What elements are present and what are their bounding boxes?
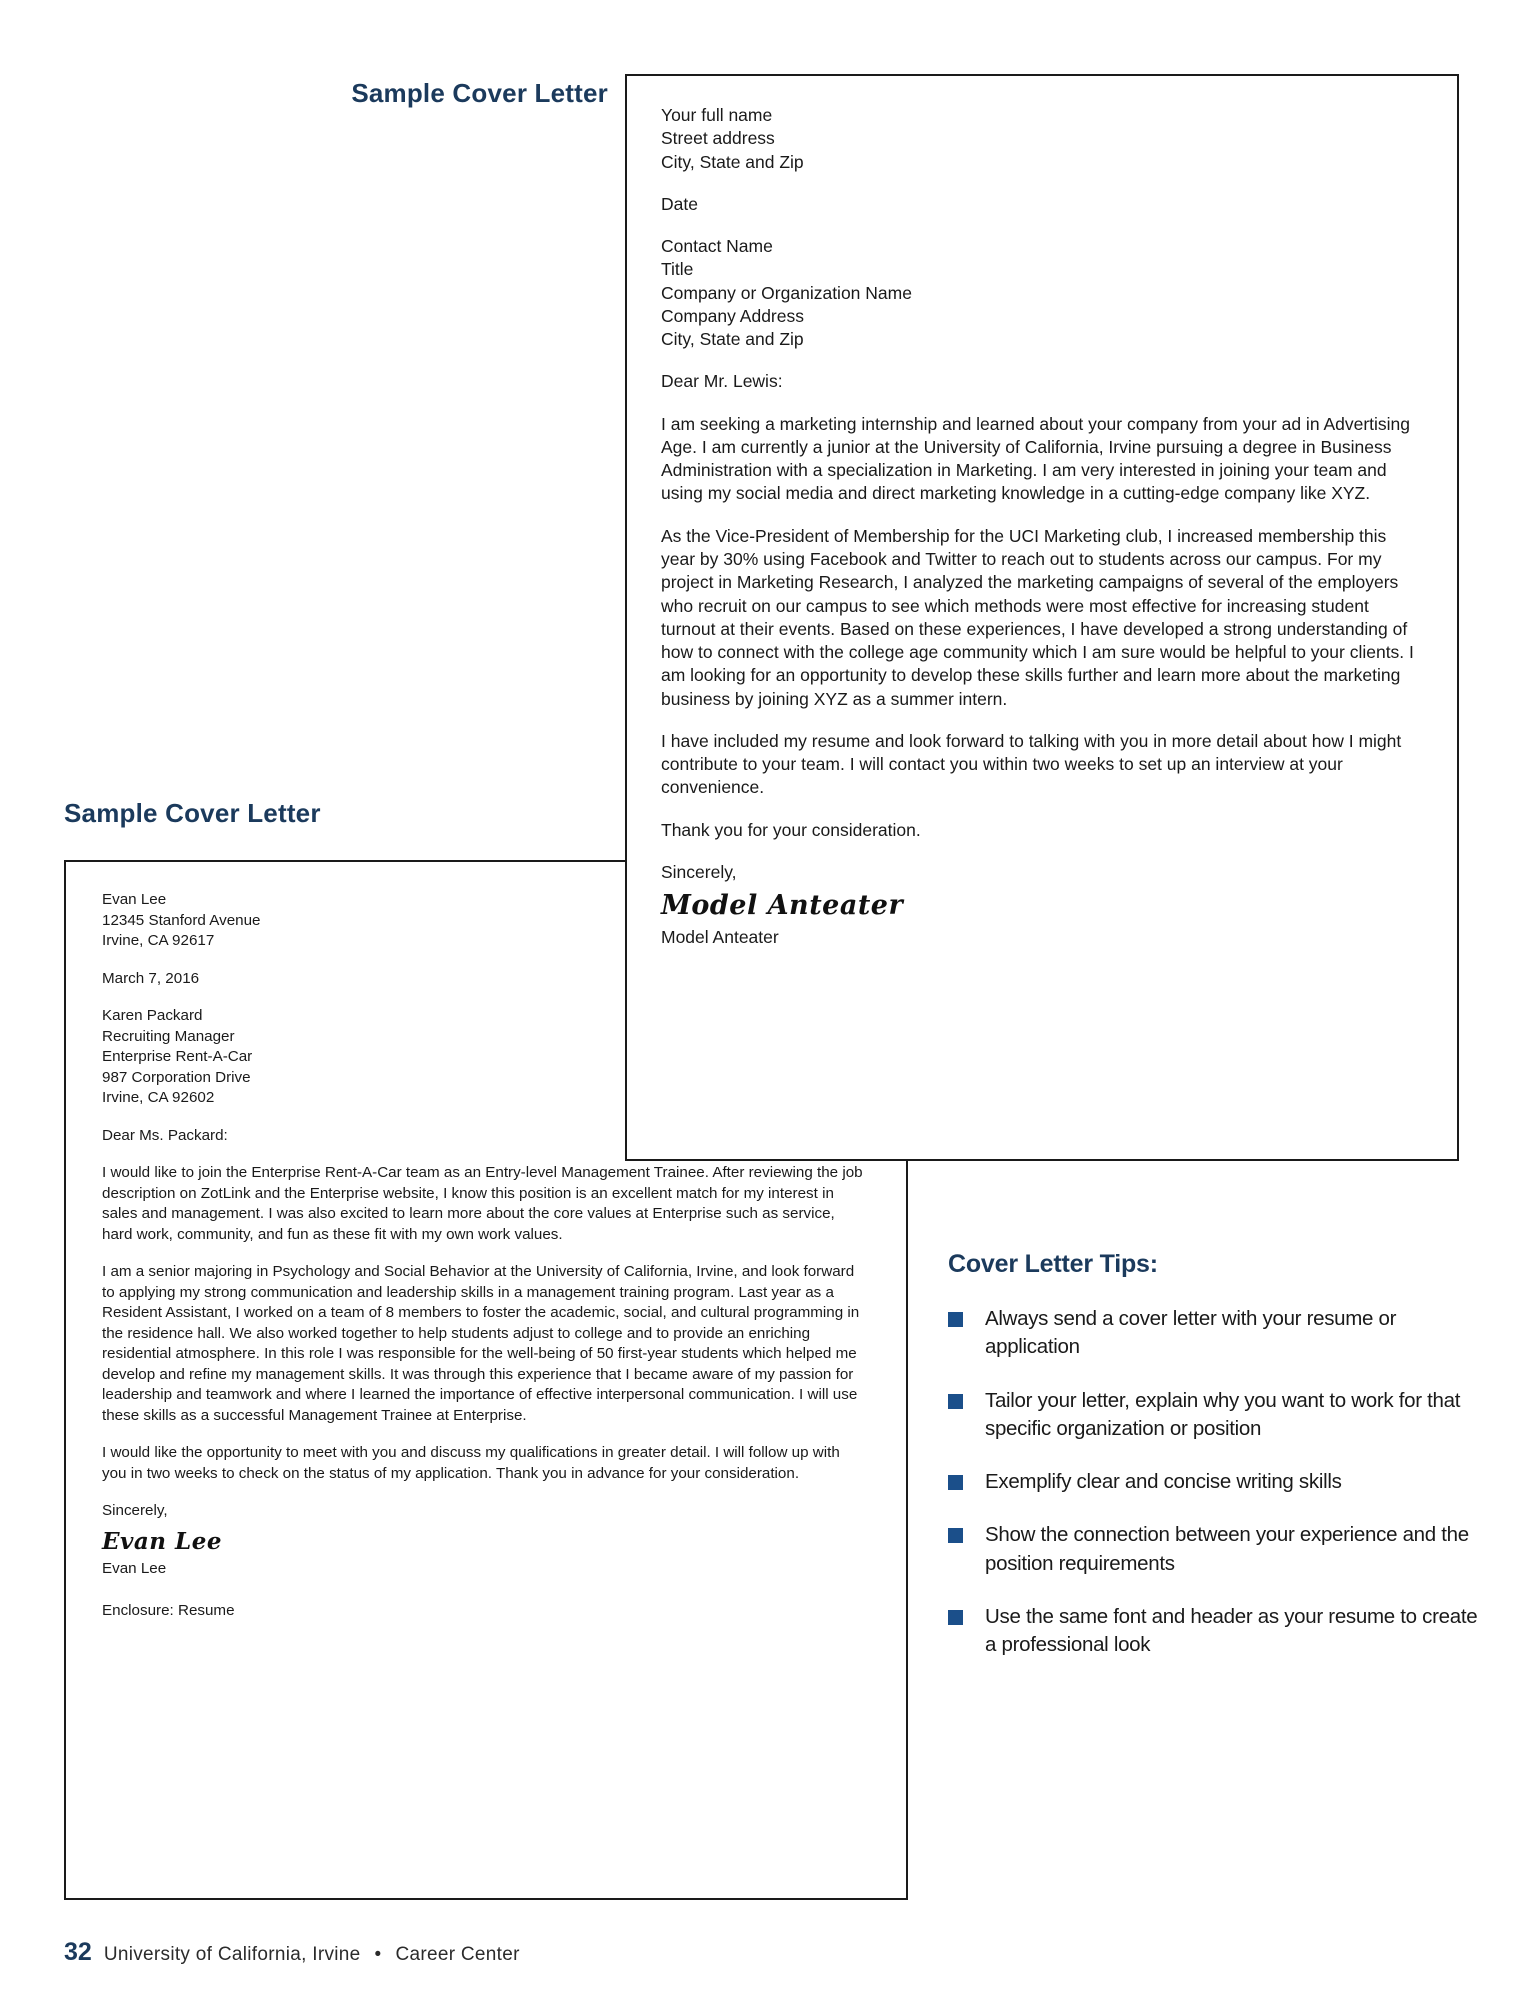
body-paragraph-3: I would like the opportunity to meet with you and discuss my qualifications in greater detail. I will follow up with you in two weeks to check on the status of my application. Thank you in advance for your consideration. [102,1444,840,1482]
tip-item [948,1468,1478,1496]
recipient-title: Title [661,259,694,280]
salutation: Dear Mr. Lewis: [661,371,783,392]
sender-street: Street address [661,128,775,149]
square-bullet-icon [948,1312,963,1327]
page-title-top: Sample Cover Letter [351,78,608,108]
signature-script: Model Anteater [661,890,904,922]
recipient-city-state-zip: City, State and Zip [661,329,804,350]
tip-item [948,1603,1478,1660]
body-paragraph-2: As the Vice-President of Membership for the UCI Marketing club, I increased membership this year by 30% using Facebook and Twitter to reach out to students across our campus. For my project in Marketing Research, I analyzed the marketing campaigns of several of the employers who recruit on our campus to see which methods were most effective for increasing student turnout at their events. Based on these experiences, I have developed a strong understanding of how to connect with the college age community which I am sure would be helpful to your clients. I am looking for an opportunity to develop these skills further and learn more about the marketing business by joining XYZ as a summer intern. [661,525,1414,709]
tips-title: Cover Letter Tips: [948,1250,1158,1278]
square-bullet-icon [948,1394,963,1409]
signature-typed-name: Model Anteater [661,927,779,948]
tip-item [948,1521,1478,1578]
tip-text: Exemplify clear and concise writing skills [985,1470,1342,1494]
tip-text: Always send a cover letter with your resume or application [985,1307,1397,1359]
body-paragraph-1: I would like to join the Enterprise Rent-A-Car team as an Entry-level Management Trainee. After reviewing the job description on ZotLink and the Enterprise website, I know this position is an excellent match for my interest in sales and management. I was also excited to learn more about the core values at Enterprise such as service, hard work, community, and fun as these fit with my own work values. [102,1164,863,1243]
recipient-company: Company or Organization Name [661,282,912,303]
square-bullet-icon [948,1610,963,1625]
sender-name: Evan Lee [102,891,167,908]
body-paragraph-1: I am seeking a marketing internship and learned about your company from your ad in Advertising Age. I am currently a junior at the University of California, Irvine pursuing a degree in Business Administration with a specialization in Marketing. I am very interested in joining your team and using my social media and direct marketing knowledge in a cutting-edge company like XYZ. [661,413,1411,504]
cover-letter-tips-panel [948,1250,1478,1685]
footer-institution: University of California, Irvine [103,1944,361,1965]
body-paragraph-2: I am a senior majoring in Psychology and Social Behavior at the University of California, Irvine, and look forward to applying my strong communication and leadership skills in a management training program. Last year as a Resident Assistant, I worked on a team of 8 members to foster the academic, social, and cultural programming in the residence hall. We also worked together to help students adjust to college and to provide an enriching residential atmosphere. In this role I was responsible for the well-being of 50 first-year students which helped me develop and refine my management skills. It was through this experience that I became aware of my passion for leadership and teamwork and where I learned the importance of effective interpersonal communication. I will use these skills as a successful Management Trainee at Enterprise. [102,1263,860,1424]
footer-department: Career Center [395,1944,520,1965]
recipient-name: Contact Name [661,236,773,257]
recipient-name: Karen Packard [102,1007,203,1025]
letter-date: Date [661,193,698,214]
sample-cover-letter-template [625,74,1459,1161]
thank-you-line: Thank you for your consideration. [661,819,921,840]
square-bullet-icon [948,1528,963,1543]
page-title-bottom: Sample Cover Letter [64,798,321,828]
tip-text: Tailor your letter, explain why you want to work for that specific organization or position [985,1388,1461,1440]
recipient-address: 987 Corporation Drive [102,1068,251,1086]
letter-date: March 7, 2016 [102,969,200,987]
footer-separator: • [374,1944,382,1965]
closing: Sincerely, [661,861,737,882]
recipient-city-state-zip: Irvine, CA 92602 [102,1089,215,1107]
signature-typed-name: Evan Lee [102,1559,167,1577]
sender-city-state-zip: Irvine, CA 92617 [102,932,215,950]
tip-text: Show the connection between your experience and the position requirements [985,1523,1469,1575]
tip-item [948,1387,1478,1444]
body-paragraph-3: I have included my resume and look forward to talking with you in more detail about how I might contribute to your team. I will contact you within two weeks to set up an interview at your convenience. [661,730,1402,798]
recipient-block [661,235,1421,351]
tip-item [948,1305,1478,1362]
recipient-company: Enterprise Rent-A-Car [102,1048,253,1066]
signature-script: Evan Lee [102,1527,222,1555]
recipient-title: Recruiting Manager [102,1027,235,1045]
salutation: Dear Ms. Packard: [102,1126,228,1144]
tip-text: Use the same font and header as your resume to create a professional look [985,1604,1478,1657]
closing: Sincerely, [102,1502,168,1520]
square-bullet-icon [948,1475,963,1490]
sender-name: Your full name [661,105,773,125]
enclosure-line: Enclosure: Resume [102,1602,235,1620]
sender-city-state-zip: City, State and Zip [661,151,804,172]
page-number: 32 [64,1938,92,1966]
sender-street: 12345 Stanford Avenue [102,911,261,929]
recipient-address: Company Address [661,305,804,326]
page-footer [64,1938,520,1967]
sender-block [661,104,1421,174]
